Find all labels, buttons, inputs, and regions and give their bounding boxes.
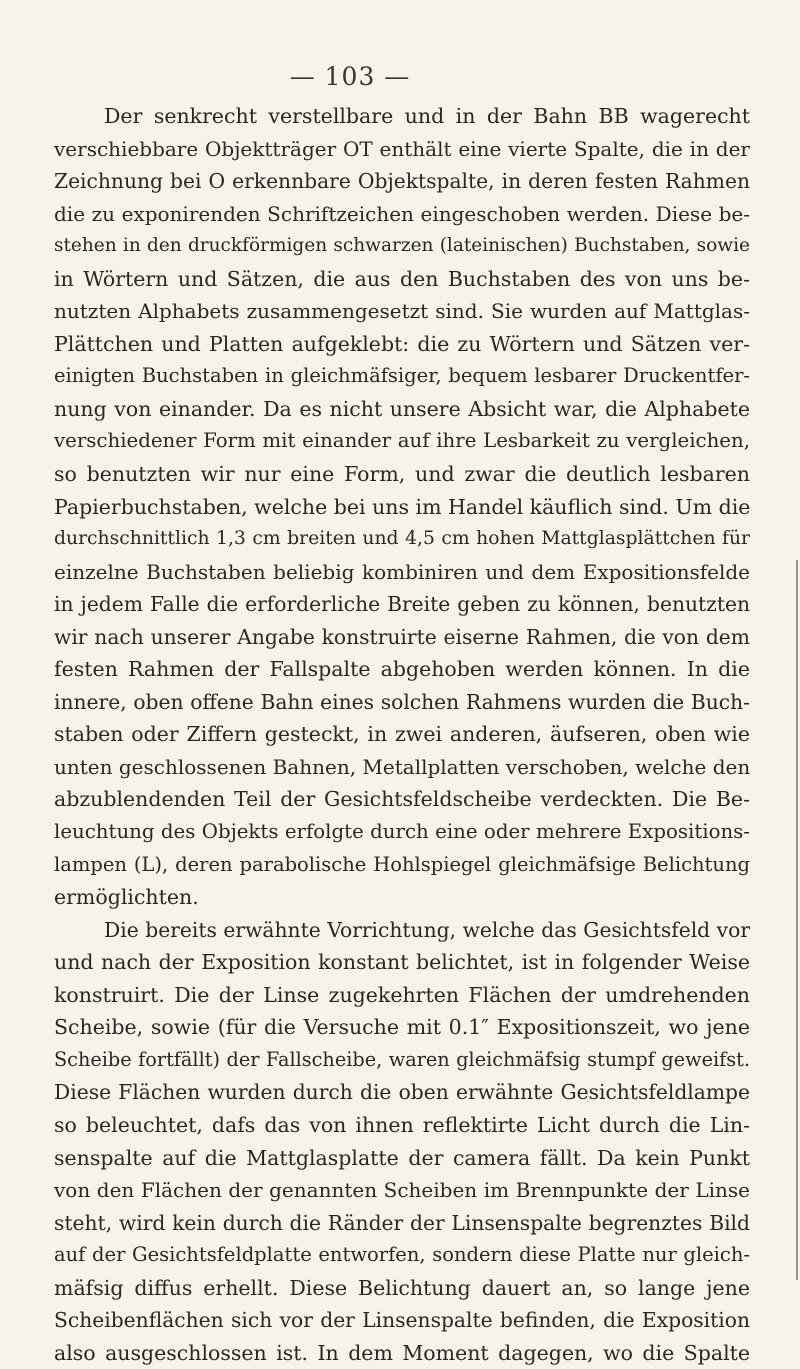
page-edge-shadow [796,560,798,1280]
text-line: konstruirt. Die der Linse zugekehrten Flächen der umdrehenden [54,982,750,1007]
text-line: so benutzten wir nur eine Form, und zwar die deutlich lesbaren [54,462,750,487]
text-line: Scheibenflächen sich vor der Linsenspalte befinden, die Exposition [54,1308,750,1333]
text-line: ermöglichten. [54,885,199,910]
text-line: nutzten Alphabets zusammengesetzt sind. Sie wurden auf Mattglas- [54,299,750,324]
text-line: auf der Gesichtsfeldplatte entworfen, sondern diese Platte nur gleich- [54,1243,750,1267]
text-line: staben oder Ziffern gesteckt, in zwei anderen, äufseren, oben wie [54,722,750,747]
text-line: festen Rahmen der Fallspalte abgehoben werden können. In die [54,657,750,682]
text-line: verschiedener Form mit einander auf ihre Lesbarkeit zu vergleichen, [54,429,750,453]
text-line: mäfsig diffus erhellt. Diese Belichtung dauert an, so lange jene [54,1275,750,1300]
text-line: nung von einander. Da es nicht unsere Absicht war, die Alphabete [54,396,750,421]
text-line: unten geschlossenen Bahnen, Metallplatten verschoben, welche den [54,754,751,779]
text-line: wir nach unserer Angabe konstruirte eiserne Rahmen, die von dem [54,624,750,649]
text-line: so beleuchtet, dafs das von ihnen reflektirte Licht durch die Lin- [54,1112,750,1137]
text-line: die zu exponirenden Schriftzeichen eingeschoben werden. Diese be- [54,201,750,226]
text-line: Plättchen und Platten aufgeklebt: die zu Wörtern und Sätzen ver- [54,331,750,356]
text-line: Scheibe fortfällt) der Fallscheibe, waren gleichmäfsig stumpf geweifst. [54,1047,750,1071]
text-line: Die bereits erwähnte Vorrichtung, welche das Gesichtsfeld vor [104,917,750,942]
text-line: lampen (L), deren parabolische Hohlspiegel gleichmäfsige Belichtung [54,852,750,876]
text-line: Zeichnung bei O erkennbare Objektspalte, in deren festen Rahmen [54,169,750,194]
text-line: innere, oben offene Bahn eines solchen Rahmens wurden die Buch- [54,689,750,714]
text-line: verschiebbare Objektträger OT enthält eine vierte Spalte, die in der [54,136,750,161]
text-line: also ausgeschlossen ist. In dem Moment dagegen, wo die Spalte [54,1340,750,1365]
text-line: leuchtung des Objekts erfolgte durch eine oder mehrere Expositions- [54,820,750,844]
text-line: abzublendenden Teil der Gesichtsfeldscheibe verdeckten. Die Be- [54,787,750,812]
text-line: stehen in den druckförmigen schwarzen (lateinischen) Buchstaben, sowie [54,235,750,257]
text-line: einigten Buchstaben in gleichmäfsiger, bequem lesbarer Druckentfer- [54,364,750,388]
body-text [54,100,750,1369]
text-line: Diese Flächen wurden durch die oben erwähnte Gesichtsfeldlampe [54,1080,750,1105]
text-line: in Wörtern und Sätzen, die aus den Buchstaben des von uns be- [54,266,750,291]
text-line: senspalte auf die Mattglasplatte der camera fällt. Da kein Punkt [54,1145,750,1170]
text-line: Papierbuchstaben, welche bei uns im Handel käuflich sind. Um die [54,494,751,519]
text-line: Der senkrecht verstellbare und in der Bahn BB wagerecht [104,104,750,128]
text-line: steht, wird kein durch die Ränder der Linsenspalte begrenztes Bild [54,1210,750,1235]
text-line: und nach der Exposition konstant belichtet, ist in folgender Weise [54,950,750,975]
text-line: Scheibe, sowie (für die Versuche mit 0.1″ Expositionszeit, wo jene [54,1015,750,1040]
text-line: durchschnittlich 1,3 cm breiten und 4,5 cm hohen Mattglasplättchen für [54,528,750,550]
text-line: einzelne Buchstaben beliebig kombiniren und dem Expositionsfelde [54,559,750,584]
text-line: von den Flächen der genannten Scheiben im Brennpunkte der Linse [54,1178,750,1203]
text-line: in jedem Falle die erforderliche Breite geben zu können, benutzten [54,592,750,617]
page-number: — 103 — [289,62,411,91]
